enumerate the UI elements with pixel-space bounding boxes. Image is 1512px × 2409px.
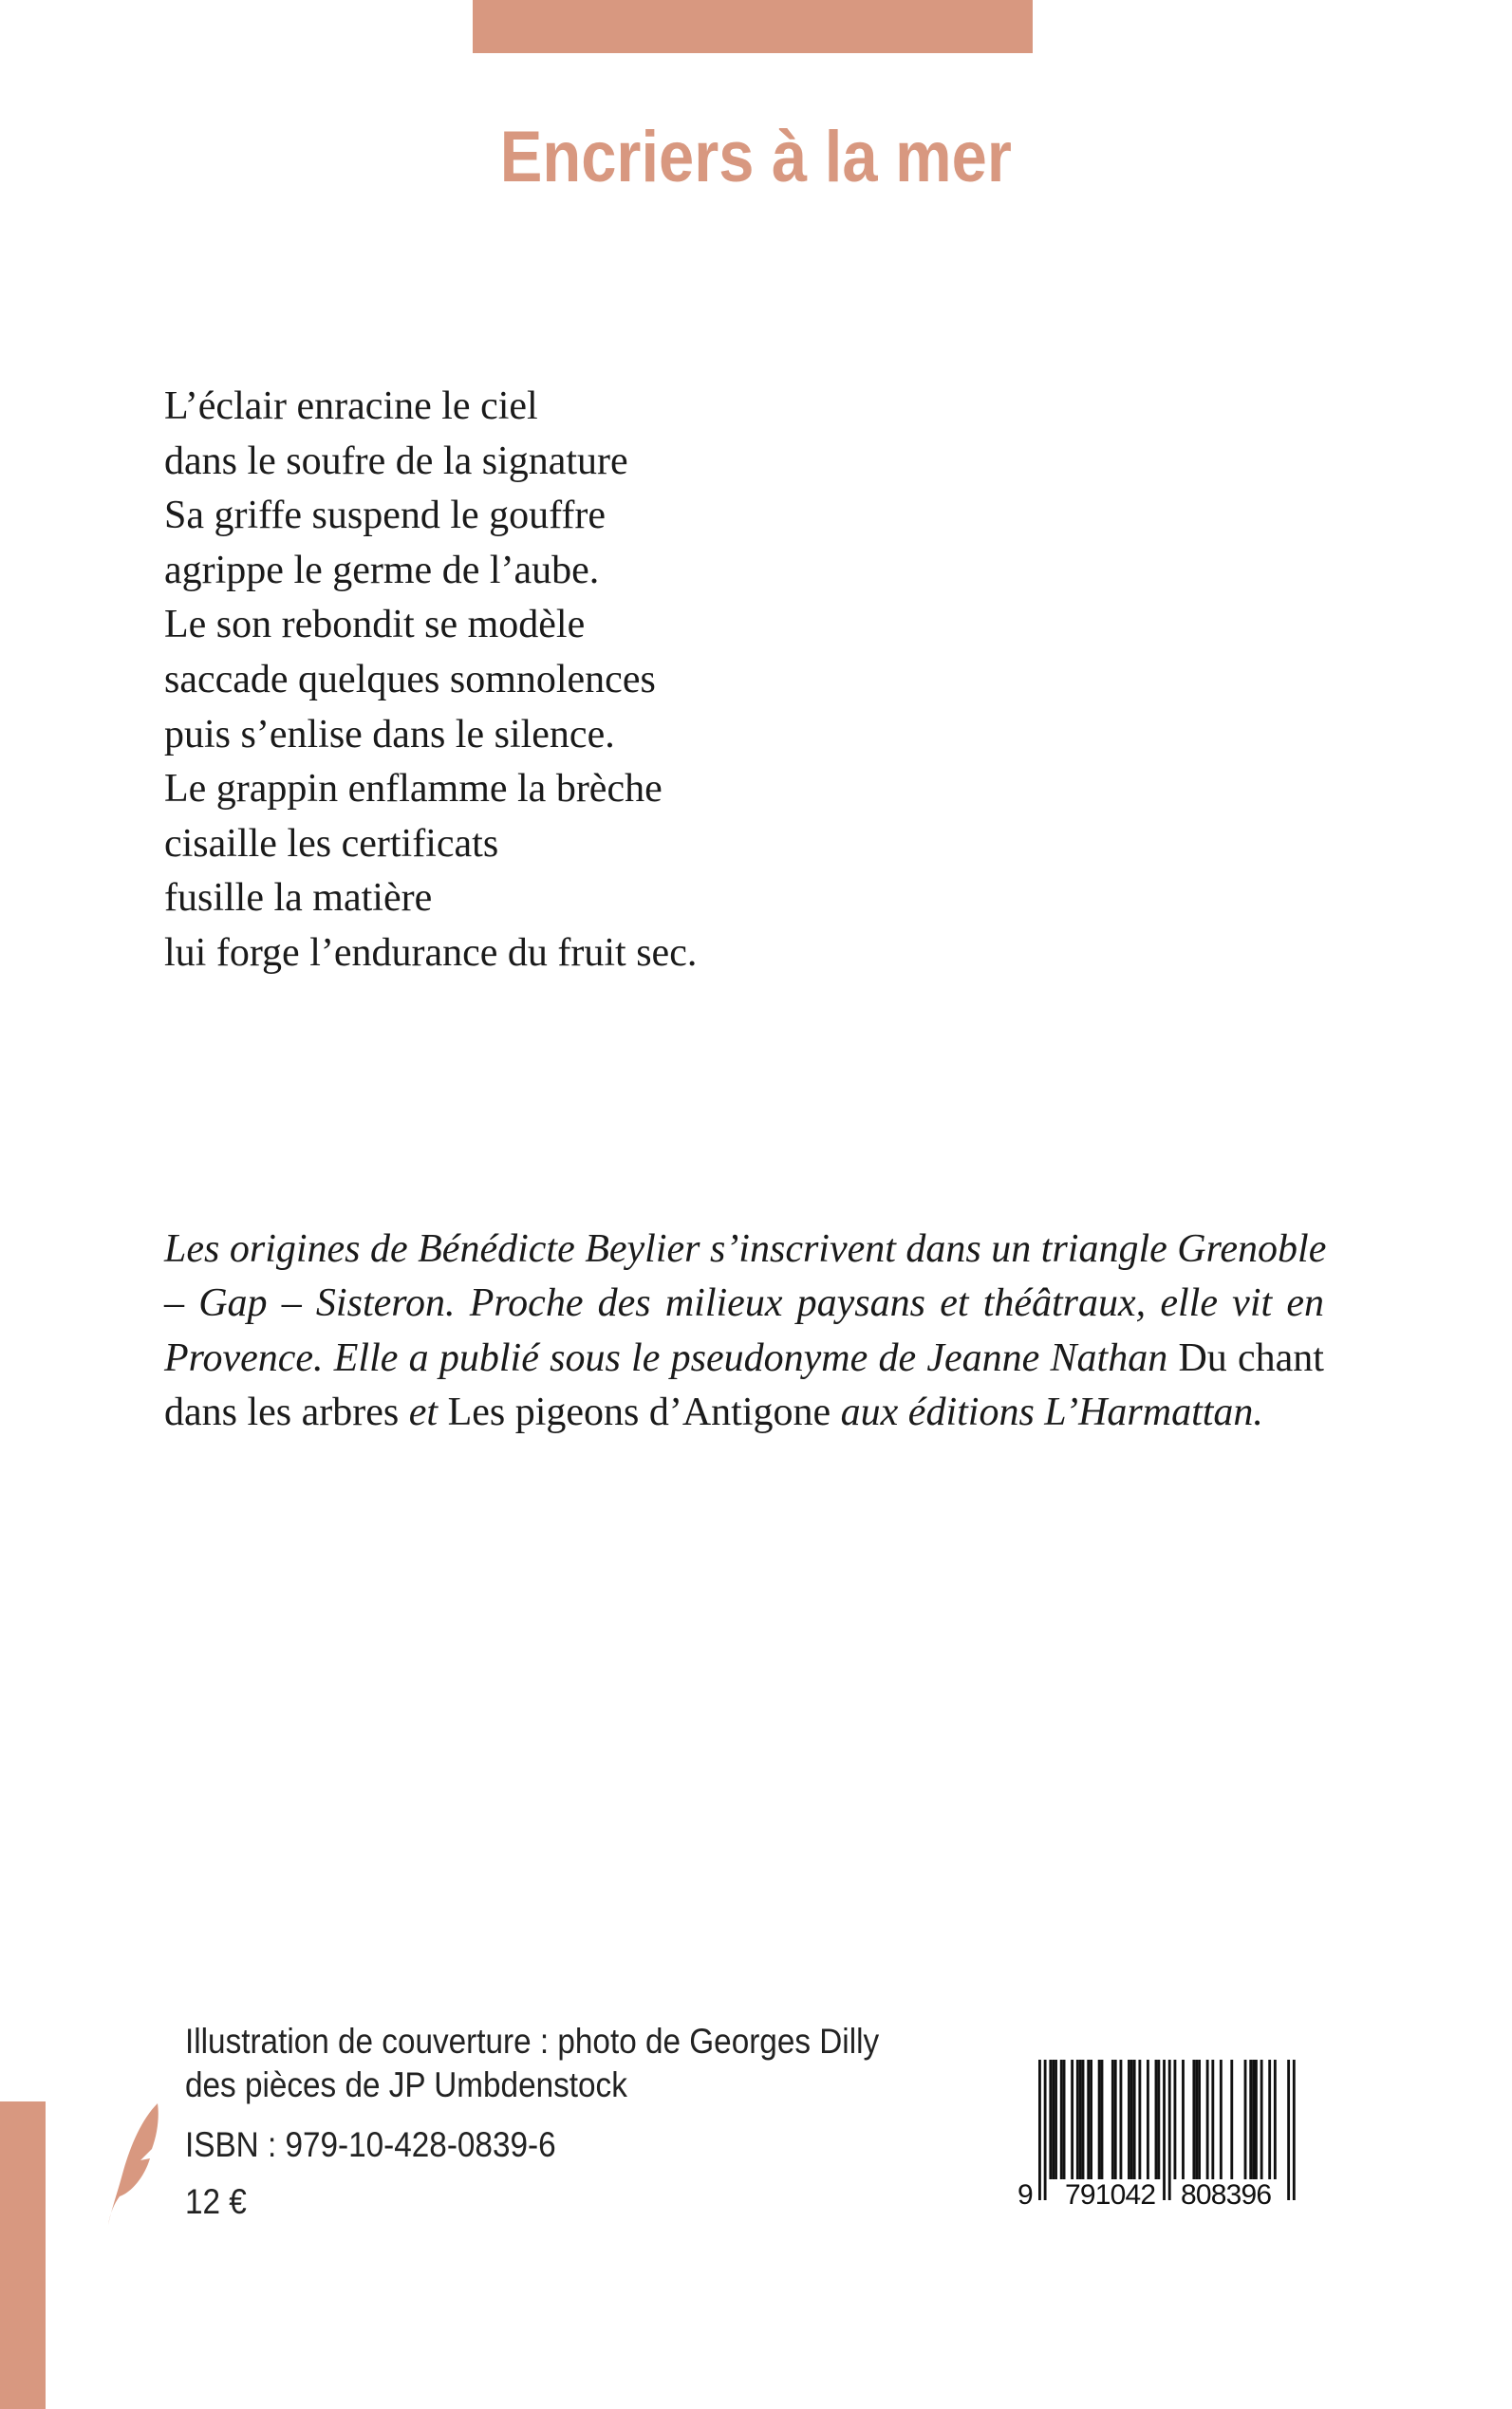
poem-line: Le grappin enflamme la brèche <box>164 767 663 812</box>
barcode-bar <box>1052 2060 1055 2179</box>
poem-line: Le son rebondit se modèle <box>164 603 586 647</box>
credits <box>185 2020 879 2229</box>
barcode-bar <box>1128 2060 1130 2179</box>
barcode-bar <box>1195 2060 1198 2179</box>
barcode-bar <box>1060 2060 1063 2179</box>
barcode-bar <box>1163 2060 1166 2200</box>
barcode-bar <box>1082 2060 1085 2179</box>
barcode-left-digits: 791042 <box>1065 2179 1156 2208</box>
poem-line: Sa griffe suspend le gouffre <box>164 494 606 538</box>
barcode-bar <box>1147 2060 1149 2179</box>
barcode-bar <box>1182 2060 1185 2179</box>
barcode-bar <box>1114 2060 1117 2179</box>
bio-italic: aux éditions L’Harmattan. <box>831 1390 1263 1434</box>
barcode-bar <box>1268 2060 1271 2179</box>
barcode-bar <box>1044 2060 1047 2200</box>
book-title-ref: Du chant <box>1167 1335 1324 1380</box>
barcode-bar <box>1260 2060 1263 2179</box>
barcode-bar <box>1252 2060 1255 2179</box>
barcode-right-digits: 808396 <box>1181 2179 1272 2208</box>
poem-line: saccade quelques somnolences <box>164 657 656 701</box>
barcode-bar <box>1155 2060 1158 2179</box>
bio-line <box>164 1386 1324 1440</box>
isbn: ISBN : 979-10-428-0839-6 <box>185 2125 556 2164</box>
book-title-text: Encriers à la mer <box>499 117 1013 197</box>
barcode-bar <box>1038 2060 1041 2200</box>
barcode-bar <box>1211 2060 1214 2179</box>
pieces-credit: des pièces de JP Umbdenstock <box>185 2065 627 2104</box>
barcode-bar <box>1076 2060 1079 2179</box>
barcode-bar <box>1192 2060 1195 2179</box>
poem-line: puis s’enlise dans le silence. <box>164 712 615 756</box>
barcode-bar <box>1055 2060 1057 2179</box>
barcode-bar <box>1087 2060 1090 2179</box>
barcode-bar <box>1111 2060 1114 2179</box>
bio-italic: et <box>399 1390 448 1434</box>
book-title-ref: Les pigeons d’Antigone <box>447 1390 831 1434</box>
barcode-bar <box>1206 2060 1209 2179</box>
barcode-bar <box>1098 2060 1101 2179</box>
poem-line: L’éclair enracine le ciel <box>164 384 538 428</box>
poem-line: dans le soufre de la signature <box>164 439 628 483</box>
illustration-credit: Illustration de couverture : photo de Georges Dilly <box>185 2022 880 2061</box>
bio-line: Les origines de Bénédicte Beylier s’inscrivent dans un triangle Grenoble <box>164 1227 1327 1271</box>
barcode <box>1017 2056 1327 2208</box>
barcode-bar <box>1220 2060 1223 2179</box>
poem-line: cisaille les certificats <box>164 821 499 866</box>
barcode-bar <box>1063 2060 1066 2179</box>
poem-line: agrippe le germe de l’aube. <box>164 548 600 592</box>
poem-line: fusille la matière <box>164 876 433 921</box>
feather-icon <box>103 2101 163 2227</box>
left-accent-bar <box>0 2101 46 2409</box>
poem <box>164 380 697 981</box>
barcode-bar <box>1133 2060 1136 2179</box>
barcode-bar <box>1120 2060 1123 2179</box>
bio-italic: Provence. Elle a publié sous le pseudonyme de Jeanne Nathan <box>164 1335 1168 1380</box>
barcode-bar <box>1293 2060 1296 2200</box>
barcode-bar <box>1157 2060 1160 2179</box>
author-bio <box>164 1223 1327 1440</box>
barcode-bar <box>1138 2060 1141 2179</box>
barcode-bar <box>1079 2060 1082 2179</box>
barcode-bar <box>1274 2060 1277 2179</box>
barcode-bar <box>1101 2060 1104 2179</box>
barcode-bar <box>1174 2060 1177 2179</box>
book-title-ref: dans les arbres <box>164 1390 400 1434</box>
barcode-first-digit: 9 <box>1017 2179 1034 2208</box>
barcode-bar <box>1049 2060 1052 2179</box>
bio-line <box>164 1332 1324 1386</box>
barcode-bar <box>1090 2060 1092 2179</box>
barcode-bar <box>1230 2060 1233 2179</box>
barcode-bar <box>1198 2060 1201 2179</box>
barcode-bar <box>1168 2060 1171 2200</box>
top-accent-bar <box>473 0 1033 53</box>
price: 12 € <box>185 2182 247 2221</box>
barcode-bar <box>1287 2060 1290 2200</box>
bio-line: – Gap – Sisteron. Proche des milieux paysans et théâtraux, elle vit en <box>164 1281 1324 1326</box>
barcode-bar <box>1244 2060 1247 2179</box>
barcode-bar <box>1249 2060 1252 2179</box>
poem-line: lui forge l’endurance du fruit sec. <box>164 930 698 975</box>
barcode-bar <box>1255 2060 1258 2179</box>
barcode-bar <box>1071 2060 1073 2179</box>
book-title <box>0 116 1512 198</box>
barcode-bar <box>1130 2060 1133 2179</box>
